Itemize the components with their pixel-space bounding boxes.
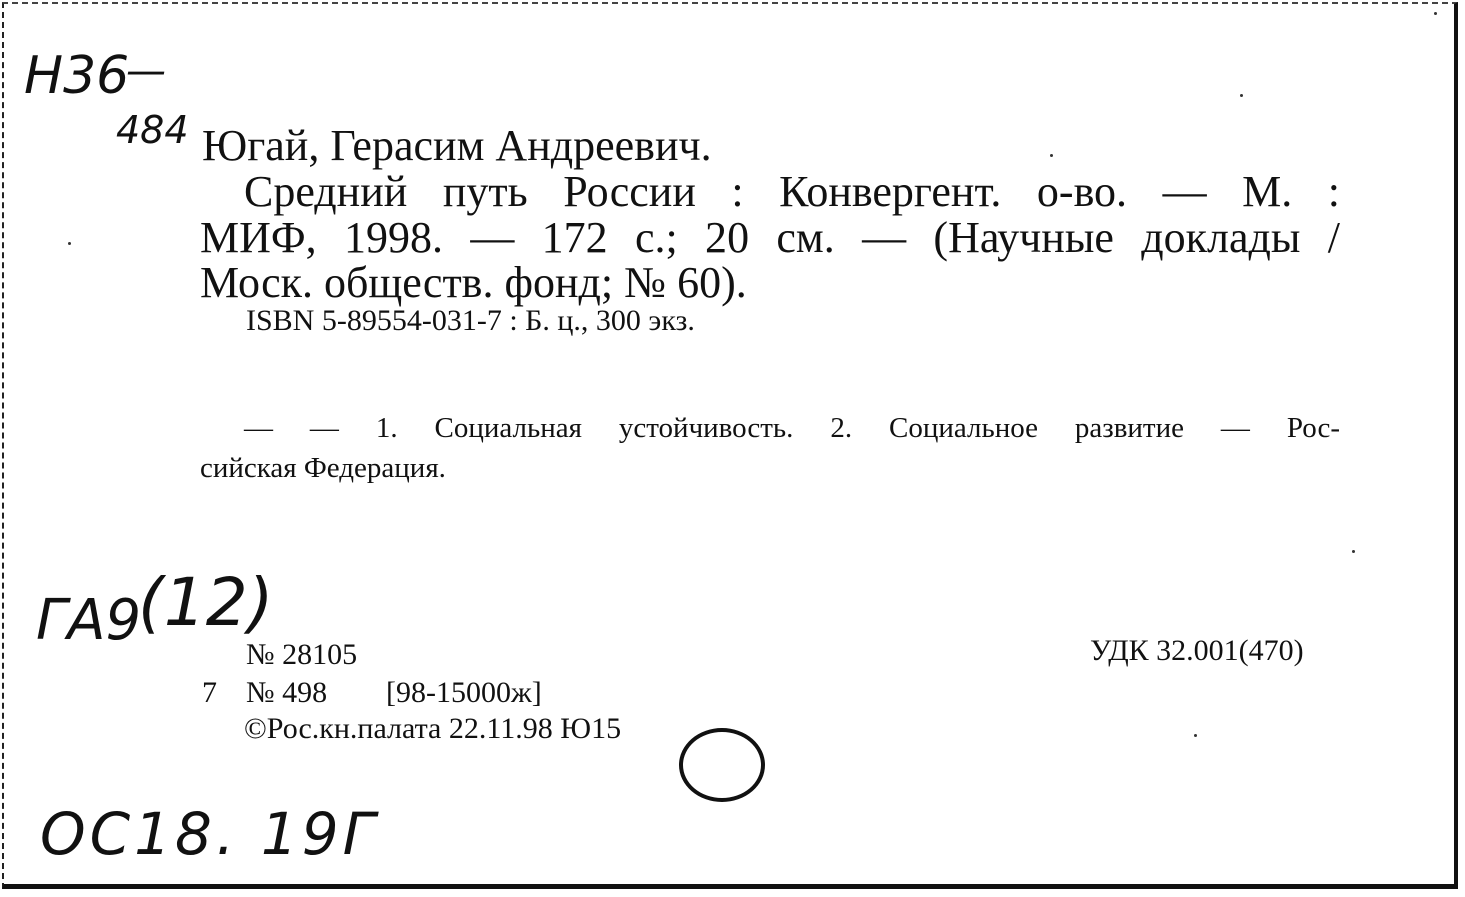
card-number: № 498: [246, 676, 328, 709]
handwritten-shelfmark: Н36: [24, 46, 130, 106]
udk-code: УДК 32.001(470): [1090, 634, 1304, 667]
subjects-line-2: сийская Федерация.: [200, 452, 446, 484]
handwritten-shelfmark-mark: —: [126, 48, 166, 94]
handwritten-classification: ГА9: [36, 588, 142, 653]
title-line-3: Моск. обществ. фонд; № 60).: [200, 258, 747, 307]
subjects-line-1: — — 1. Социальная устойчивость. 2. Социальное развитие — Рос-: [244, 412, 1340, 444]
copies-digit: 7: [202, 676, 217, 709]
scan-speck: [1050, 154, 1053, 157]
handwritten-bottom-code: ОС18. 19Г: [40, 800, 379, 868]
handwritten-author-number: 484: [116, 108, 189, 152]
author-heading: Югай, Герасим Андреевич.: [202, 121, 712, 170]
scan-speck: [1240, 94, 1243, 97]
record-number: № 28105: [246, 638, 358, 671]
book-chamber-stamp: ©Рос.кн.палата 22.11.98 Ю15: [244, 712, 622, 745]
title-line-2: МИФ, 1998. — 172 с.; 20 см. — (Научные доклады /: [200, 213, 1340, 262]
isbn-line: ISBN 5-89554-031-7 : Б. ц., 300 экз.: [246, 304, 695, 337]
catalog-card: [2, 2, 1458, 889]
title-line-1: Средний путь России : Конвергент. о-во. — М. :: [244, 167, 1340, 216]
punch-hole: [679, 728, 765, 802]
scan-speck: [1352, 550, 1355, 553]
scan-speck: [1194, 734, 1197, 737]
scan-speck: [1434, 12, 1437, 15]
handwritten-classification-paren: (12): [138, 564, 274, 641]
order-code: [98-15000ж]: [386, 676, 542, 709]
scan-speck: [68, 242, 71, 245]
